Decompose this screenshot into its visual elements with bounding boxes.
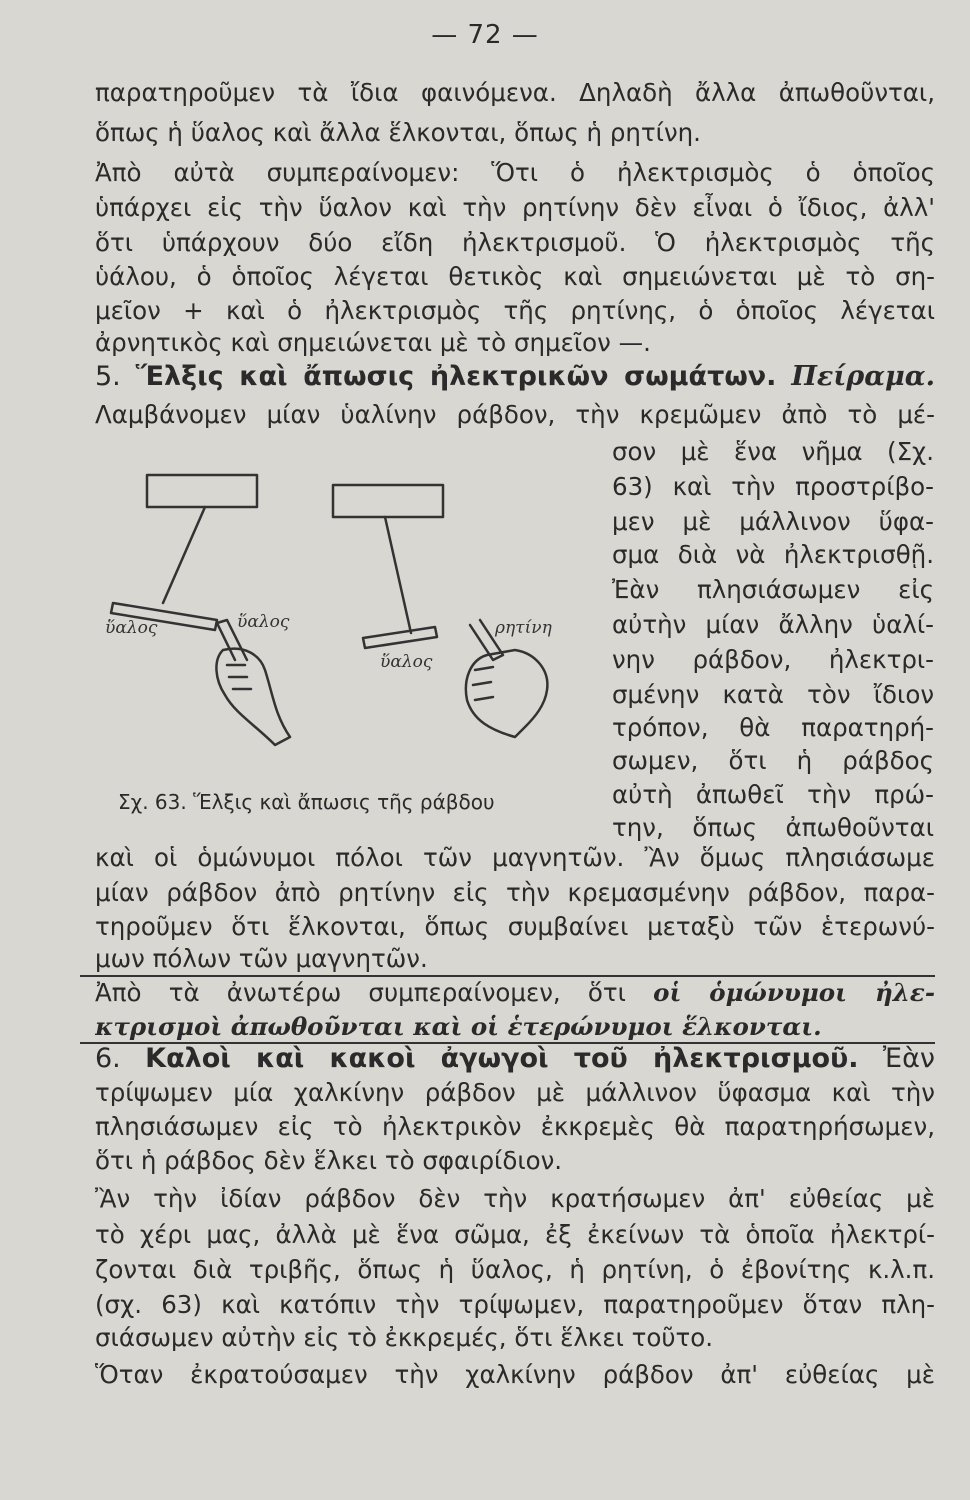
text-line: τὸ χέρι μας, ἀλλὰ μὲ ἕνα σῶμα, ἐξ ἐκείνων τὰ ὁποῖα ἠλεκτρί- bbox=[95, 1220, 935, 1249]
divider-rule bbox=[80, 975, 935, 977]
text-line: ὅτι ὑπάρχουν δύο εἴδη ἠλεκτρισμοῦ. Ὁ ἠλεκτρισμὸς τῆς bbox=[95, 228, 935, 257]
text-line: παρατηροῦμεν τὰ ἴδια φαινόμενα. Δηλαδὴ ἄλλα ἀπωθοῦνται, bbox=[95, 78, 935, 107]
experiment-label: Πείραμα. bbox=[791, 362, 935, 392]
figure-label: ὕαλος bbox=[380, 652, 433, 672]
conclusion-intro: Ἀπὸ τὰ ἀνωτέρω συμπεραίνομεν, ὅτι bbox=[95, 978, 626, 1007]
text-line-right: αὐτὴ ἀπωθεῖ τὴν πρώ- bbox=[612, 780, 934, 809]
text-line: μεῖον + καὶ ὁ ἠλεκτρισμὸς τῆς ρητίνης, ὁ ὁποῖος λέγεται bbox=[95, 296, 935, 325]
figure-label: ὕαλος bbox=[105, 618, 158, 638]
text-line: ὅπως ἡ ὕαλος καὶ ἄλλα ἕλκονται, ὅπως ἡ ρητίνη. bbox=[95, 118, 701, 147]
section-5-heading bbox=[95, 362, 935, 392]
conclusion-bold: οἱ ὁμώνυμοι ἠλε- bbox=[653, 978, 935, 1007]
page-number: — 72 — bbox=[431, 20, 539, 50]
text-line: τηροῦμεν ὅτι ἕλκονται, ὅπως συμβαίνει μεταξὺ τῶν ἑτερωνύ- bbox=[95, 912, 935, 941]
text-line: Ἀπὸ αὐτὰ συμπεραίνομεν: Ὅτι ὁ ἠλεκτρισμὸς ὁ ὁποῖος bbox=[95, 158, 935, 187]
text-line: σιάσωμεν αὐτὴν εἰς τὸ ἐκκρεμές, ὅτι ἕλκει τοῦτο. bbox=[95, 1323, 714, 1352]
section-number: 5. bbox=[95, 362, 121, 392]
figure-label: ὕαλος bbox=[237, 612, 290, 632]
right-support-bar bbox=[333, 485, 443, 517]
section-start: Ἐὰν bbox=[882, 1044, 935, 1074]
text-line: ζονται διὰ τριβῆς, ὅπως ἡ ὕαλος, ἡ ρητίνη, ὁ ἐβονίτης κ.λ.π. bbox=[95, 1255, 935, 1284]
text-line-right: 63) καὶ τὴν προστρίβο- bbox=[612, 472, 934, 501]
left-thread bbox=[163, 507, 205, 603]
text-line-right: νην ράβδον, ἠλεκτρι- bbox=[612, 645, 934, 674]
section-number: 6. bbox=[95, 1044, 121, 1074]
text-line-right: σον μὲ ἕνα νῆμα (Σχ. bbox=[612, 437, 934, 466]
section-title: Καλοὶ καὶ κακοὶ ἀγωγοὶ τοῦ ἠλεκτρισμοῦ. bbox=[145, 1044, 859, 1074]
text-line: Λαμβάνομεν μίαν ὑαλίνην ράβδον, τὴν κρεμῶμεν ἀπὸ τὸ μέ- bbox=[95, 400, 935, 429]
text-line: ὅτι ἡ ράβδος δὲν ἕλκει τὸ σφαιρίδιον. bbox=[95, 1146, 563, 1175]
text-line: Ἂν τὴν ἰδίαν ράβδον δὲν τὴν κρατήσωμεν ἀπ' εὐθείας μὲ bbox=[95, 1184, 935, 1213]
figure-label: ρητίνη bbox=[495, 618, 552, 638]
conclusion-line bbox=[95, 1012, 935, 1042]
right-hand bbox=[466, 650, 547, 737]
section-6-heading bbox=[95, 1044, 935, 1074]
text-line-right: Ἐὰν πλησιάσωμεν εἰς bbox=[612, 575, 934, 604]
text-line: (σχ. 63) καὶ κατόπιν τὴν τρίψωμεν, παρατηροῦμεν ὅταν πλη- bbox=[95, 1290, 935, 1319]
text-line-right: την, ὅπως ἀπωθοῦνται bbox=[612, 813, 934, 842]
text-line: τρίψωμεν μία χαλκίνην ράβδον μὲ μάλλινον ὕφασμα καὶ τὴν bbox=[95, 1078, 935, 1107]
figure-63 bbox=[95, 455, 600, 785]
text-line-right: τρόπον, θὰ παρατηρή- bbox=[612, 713, 934, 742]
conclusion-line bbox=[95, 978, 935, 1008]
right-thread bbox=[385, 517, 411, 633]
text-line: ἀρνητικὸς καὶ σημειώνεται μὲ τὸ σημεῖον —. bbox=[95, 328, 651, 357]
text-line-right: σωμεν, ὅτι ἡ ράβδος bbox=[612, 746, 934, 775]
text-line: πλησιάσωμεν εἰς τὸ ἠλεκτρικὸν ἐκκρεμὲς θὰ παρατηρήσωμεν, bbox=[95, 1112, 935, 1141]
text-line: ὑπάρχει εἰς τὴν ὕαλον καὶ τὴν ρητίνην δὲν εἶναι ὁ ἴδιος, ἀλλ' bbox=[95, 193, 935, 222]
text-line-right: σμένην κατὰ τὸν ἴδιον bbox=[612, 680, 934, 709]
text-line: Ὅταν ἐκρατούσαμεν τὴν χαλκίνην ράβδον ἀπ' εὐθείας μὲ bbox=[95, 1360, 935, 1389]
figure-caption: Σχ. 63. Ἕλξις καὶ ἄπωσις τῆς ράβδου bbox=[118, 790, 495, 814]
text-line: καὶ οἱ ὁμώνυμοι πόλοι τῶν μαγνητῶν. Ἂν ὅμως πλησιάσωμε bbox=[95, 843, 935, 872]
conclusion-bold: κτρισμοὶ ἀπωθοῦνται καὶ οἱ ἑτερώνυμοι ἕλκονται. bbox=[95, 1012, 822, 1041]
text-line: ὑάλου, ὁ ὁποῖος λέγεται θετικὸς καὶ σημειώνεται μὲ τὸ ση- bbox=[95, 262, 935, 291]
left-support-bar bbox=[147, 475, 257, 507]
section-title: Ἕλξις καὶ ἄπωσις ἠλεκτρικῶν σωμάτων. bbox=[135, 362, 777, 392]
text-line-right: αὐτὴν μίαν ἄλλην ὑαλί- bbox=[612, 610, 934, 639]
text-line: μων πόλων τῶν μαγνητῶν. bbox=[95, 944, 428, 973]
left-hand bbox=[216, 649, 290, 745]
text-line: μίαν ράβδον ἀπὸ ρητίνην εἰς τὴν κρεμασμένην ράβδον, παρα- bbox=[95, 878, 935, 907]
text-line-right: μεν μὲ μάλλινον ὕφα- bbox=[612, 507, 934, 536]
text-line-right: σμα διὰ νὰ ἠλεκτρισθῇ. bbox=[612, 540, 934, 569]
right-hanging-rod bbox=[363, 627, 437, 648]
